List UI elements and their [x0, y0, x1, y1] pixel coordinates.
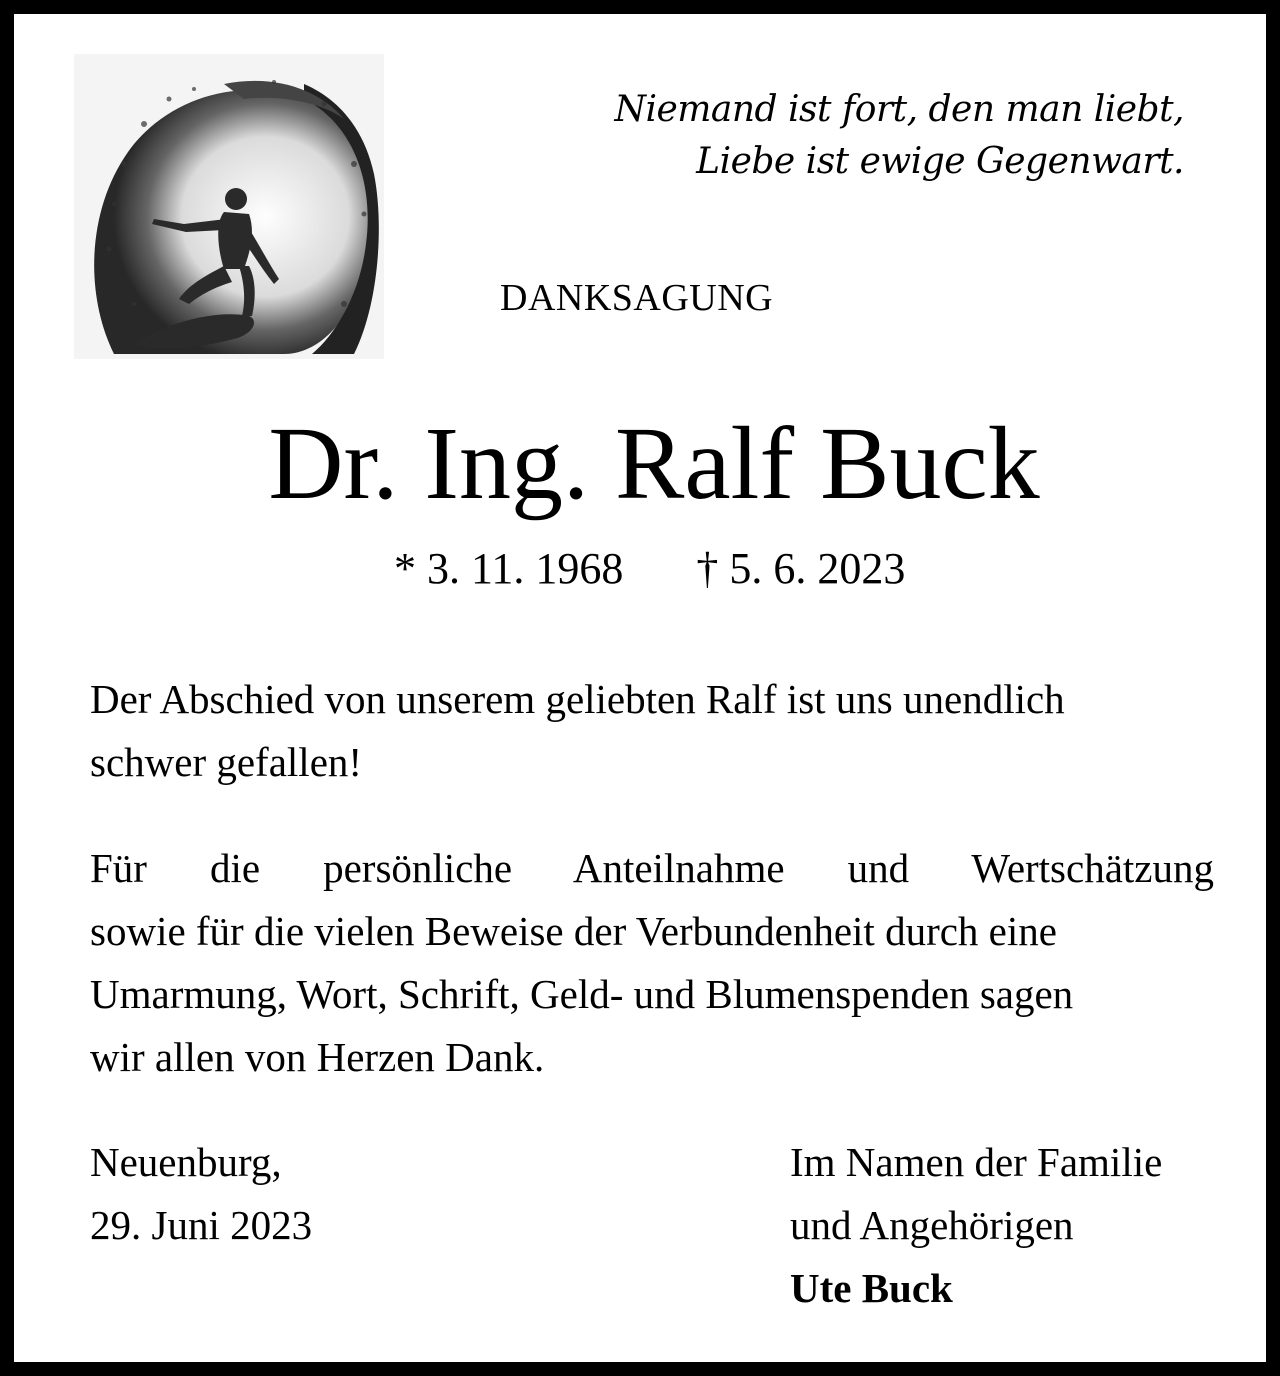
signature-line: Im Namen der Familie	[790, 1139, 1163, 1185]
life-dates	[394, 542, 905, 596]
place-and-date	[90, 1131, 312, 1257]
paragraph-line: Der Abschied von unserem geliebten Ralf ist uns unendlich	[90, 676, 1065, 722]
quote-line-2: Liebe ist ewige Gegenwart.	[696, 141, 1184, 182]
signature-block	[790, 1131, 1162, 1320]
farewell-paragraph	[90, 668, 1214, 794]
memorial-quote	[614, 84, 1184, 188]
paragraph-line: wir allen von Herzen Dank.	[90, 1034, 545, 1080]
surfer-wave-icon	[74, 54, 384, 359]
paragraph-line: Umarmung, Wort, Schrift, Geld- und Blumenspenden sagen	[90, 971, 1074, 1017]
deceased-name: Dr. Ing. Ralf Buck	[268, 406, 1040, 521]
quote-line-1: Niemand ist fort, den man liebt,	[614, 89, 1184, 130]
signer-name: Ute Buck	[790, 1265, 953, 1311]
thanks-paragraph	[90, 837, 1214, 1089]
death-date: † 5. 6. 2023	[696, 544, 906, 593]
birth-date: * 3. 11. 1968	[394, 544, 624, 593]
notice-heading: DANKSAGUNG	[500, 277, 774, 319]
paragraph-line: schwer gefallen!	[90, 739, 363, 785]
paragraph-line: sowie für die vielen Beweise der Verbundenheit durch eine	[90, 908, 1057, 954]
date: 29. Juni 2023	[90, 1202, 313, 1248]
signature-line: und Angehörigen	[790, 1202, 1074, 1248]
paragraph-line: Für die persönliche Anteilnahme und Wertschätzung	[90, 845, 1214, 891]
place: Neuenburg,	[90, 1139, 282, 1185]
